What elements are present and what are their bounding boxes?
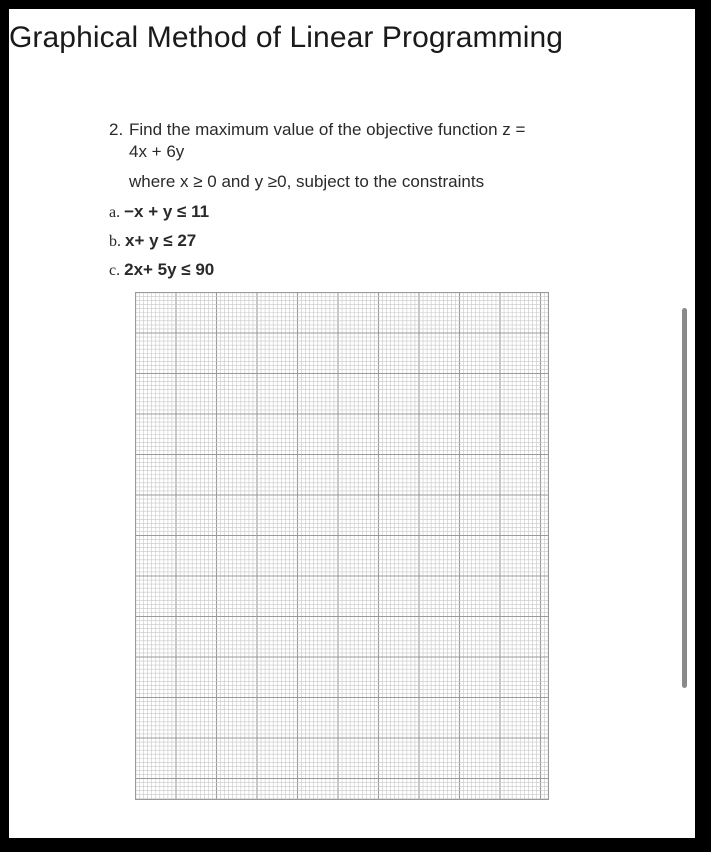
constraint-expression: −x + y ≤ 11: [124, 202, 210, 221]
constraint-b: [109, 231, 196, 251]
problem-where-clause: where x ≥ 0 and y ≥0, subject to the constraints: [129, 172, 485, 191]
problem-number: 2.: [109, 120, 124, 139]
constraint-letter: b.: [109, 233, 121, 250]
constraint-letter: c.: [109, 262, 121, 279]
constraint-a: [109, 202, 209, 222]
constraint-letter: a.: [109, 204, 121, 221]
graph-paper-grid: [135, 292, 549, 800]
document-page: [9, 9, 695, 838]
constraint-c: [109, 260, 214, 280]
page-title: Graphical Method of Linear Programming: [9, 21, 564, 54]
constraint-expression: x+ y ≤ 27: [125, 231, 197, 250]
constraint-expression: 2x+ 5y ≤ 90: [124, 260, 215, 279]
graph-paper: [135, 292, 549, 800]
problem-text-line2: 4x + 6y: [129, 142, 185, 161]
vertical-scrollbar[interactable]: [682, 308, 687, 688]
problem-text-line1: Find the maximum value of the objective function z =: [129, 120, 526, 139]
problem-statement: [109, 119, 525, 163]
